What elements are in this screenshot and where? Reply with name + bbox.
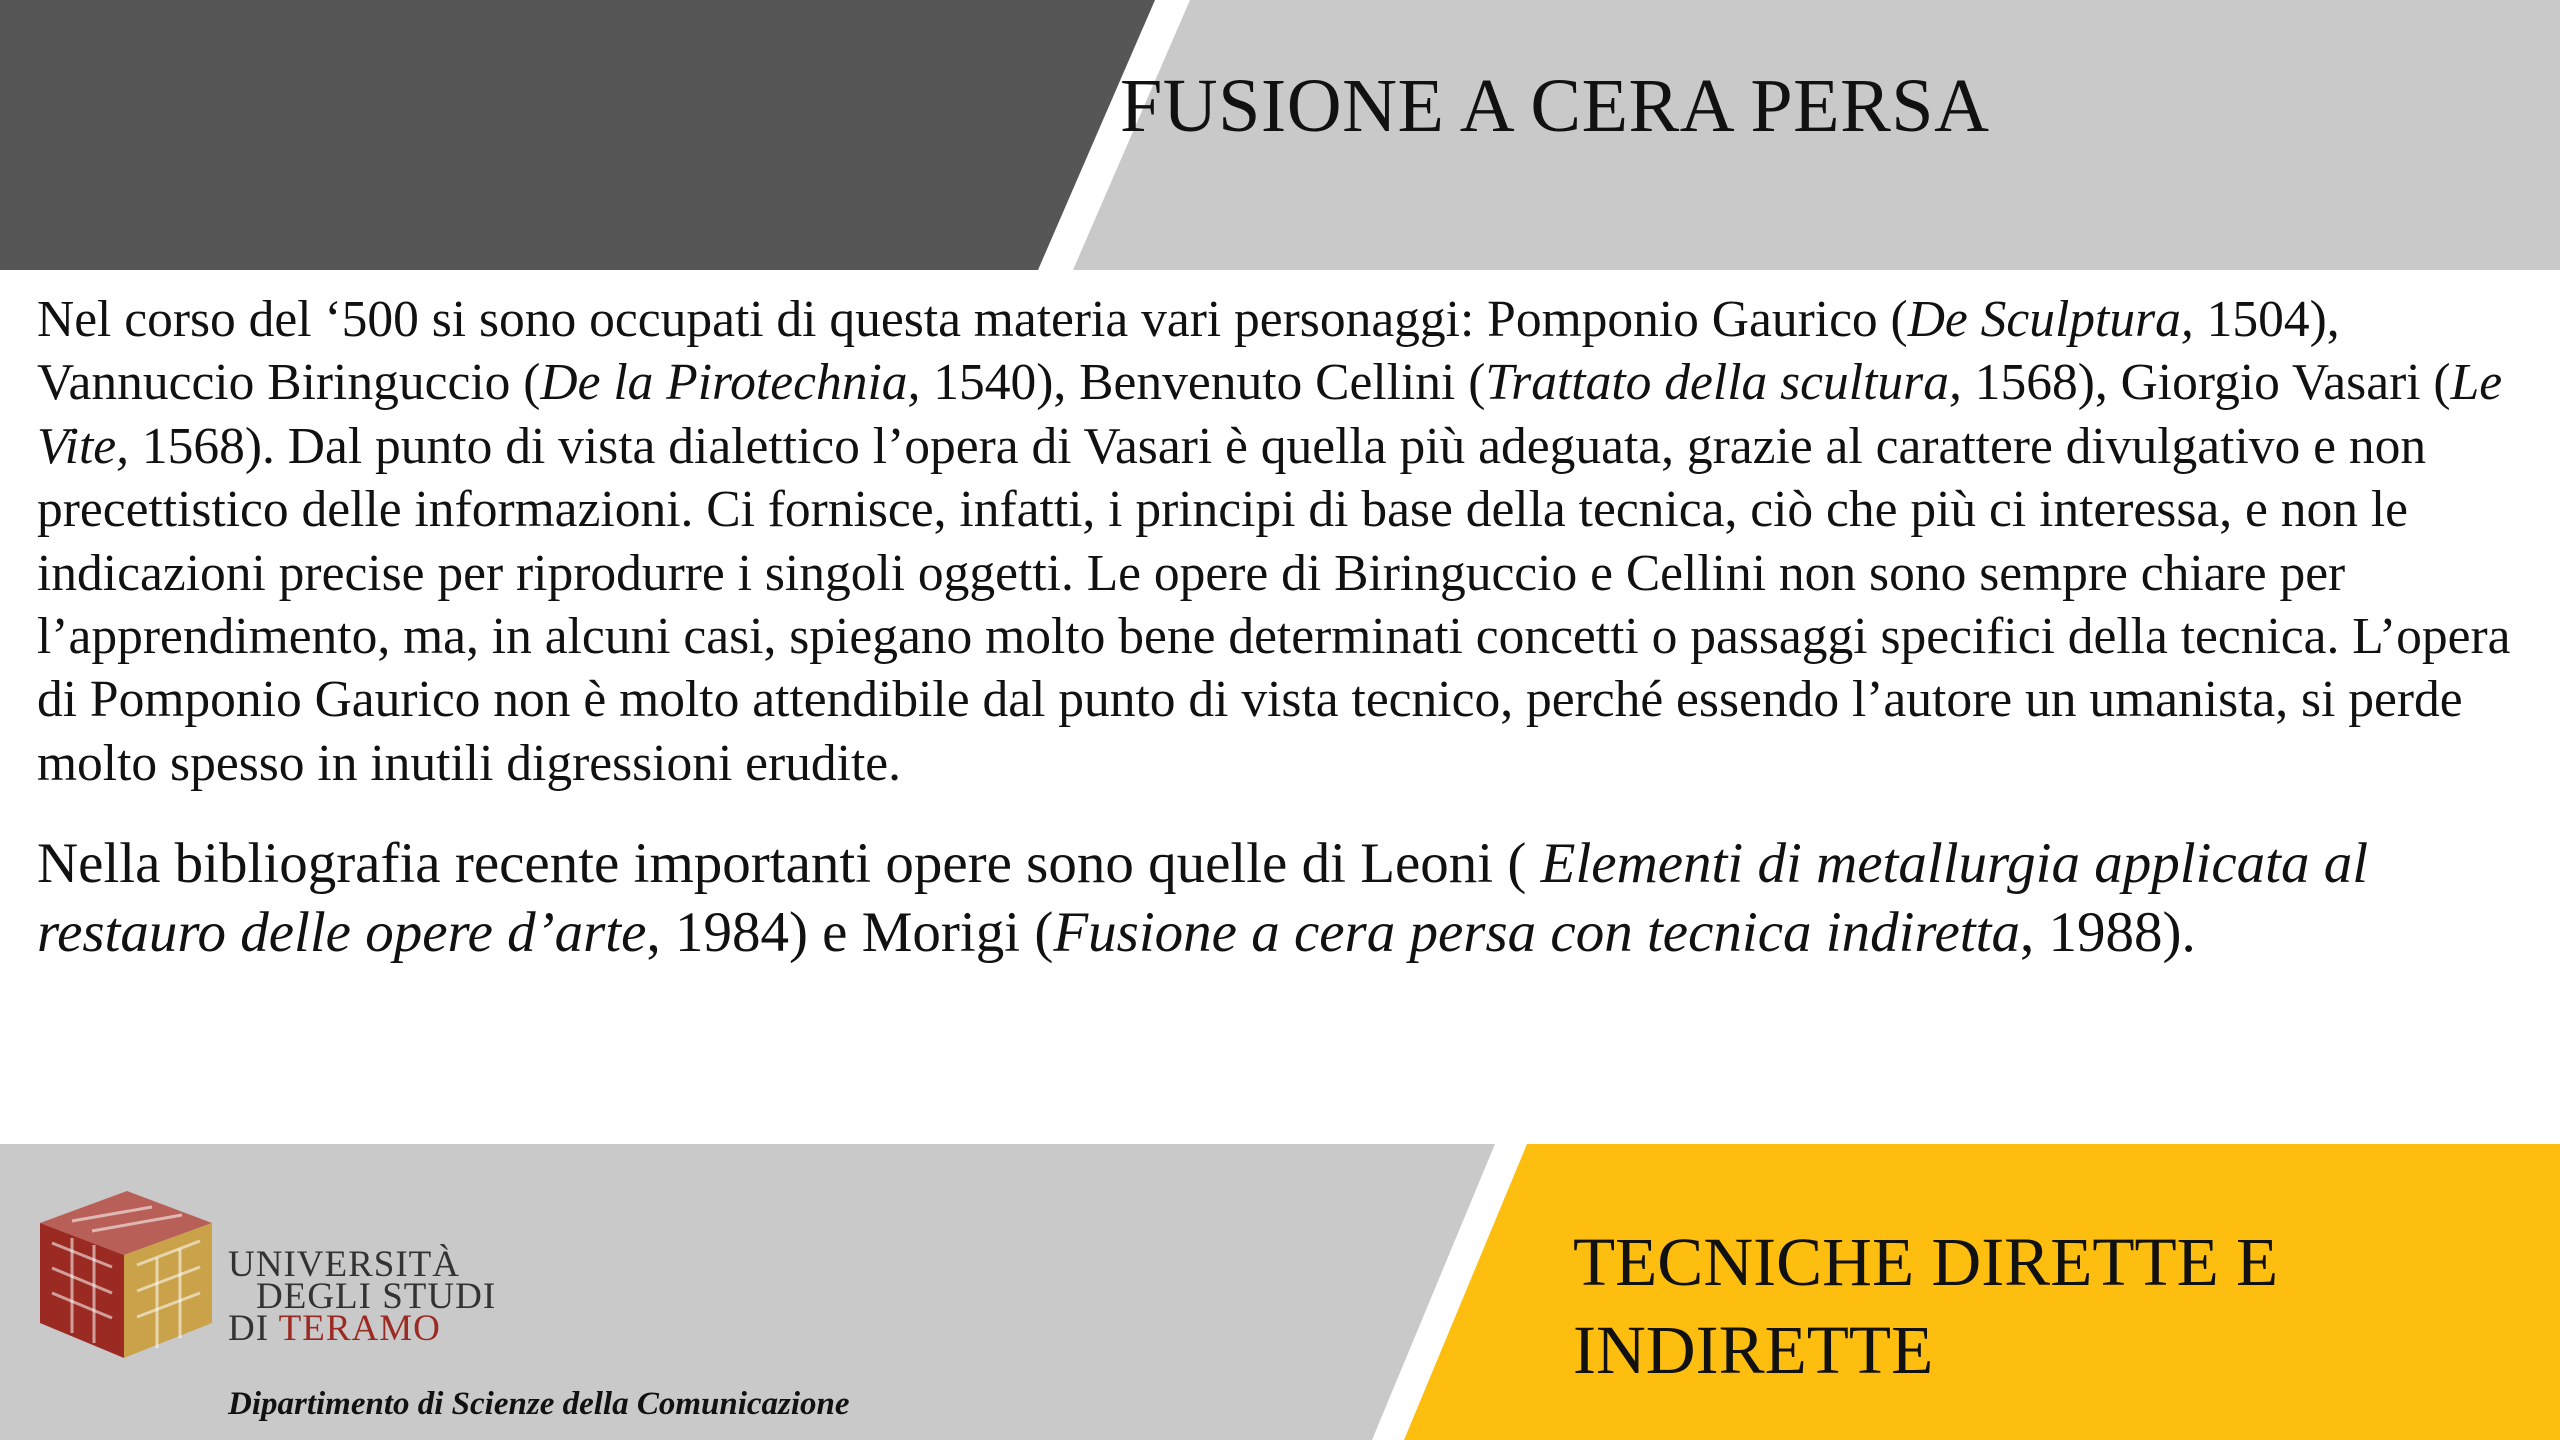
- text-run: Nel corso del ‘500 si sono occupati di questa materia vari personaggi: Pomponio Gaurico (: [37, 291, 1908, 348]
- header-dark-panel: [0, 0, 1155, 270]
- university-name: [228, 1244, 497, 1349]
- text-run: , 1988).: [2019, 901, 2196, 965]
- body-paragraph-1: [37, 288, 2527, 795]
- text-run: Trattato della scultura,: [1485, 354, 1962, 412]
- text-run: Le Vite,: [37, 354, 2503, 475]
- university-name-line1: UNIVERSITÀ: [228, 1244, 460, 1285]
- text-run: Elementi di metallurgia applicata al restauro delle opere d’arte: [37, 832, 2369, 965]
- section-title: TECNICHE DIRETTE E INDIRETTE: [1573, 1224, 2279, 1388]
- university-name-line2: DEGLI STUDI: [256, 1276, 497, 1317]
- slide-title: FUSIONE A CERA PERSA: [1120, 64, 1990, 148]
- text-run: Fusione a cera persa con tecnica indiretta: [1053, 901, 2020, 965]
- university-name-line3: DI TERAMO: [228, 1308, 441, 1349]
- slide-body: [37, 288, 2527, 967]
- text-run: 1540), Benvenuto Cellini (: [920, 354, 1486, 412]
- text-run: De Sculptura,: [1907, 291, 2194, 348]
- text-run: 1568). Dal punto di vista dialettico l’opera di Vasari è quella più adeguata, grazie al carattere divulgativo e non precettistico delle informazioni. Ci fornisce, infatti, i principi di base della tecnica, ciò che più ci interessa, e non le indicazioni precise per riprodurre i singoli oggetti. Le opere di Biringuccio e Cellini non sono sempre chiare per l’apprendimento, ma, in alcuni casi, spiegano molto bene determinati concetti o passaggi specifici della tecnica. L’opera di Pomponio Gaurico non è molto attendibile dal punto di vista tecnico, perché essendo l’autore un umanista, si perde molto spesso in inutili digressioni erudite.: [37, 417, 2511, 792]
- text-run: Nella bibliografia recente importanti opere sono quelle di Leoni (: [37, 832, 1541, 896]
- body-paragraph-2: [37, 829, 2527, 967]
- text-run: De la Pirotechnia,: [540, 354, 921, 412]
- text-run: 1504), Vannuccio Biringuccio (: [37, 291, 2340, 412]
- text-run: , 1984) e Morigi (: [646, 901, 1054, 965]
- text-run: 1568), Giorgio Vasari (: [1961, 354, 2451, 412]
- department-name: Dipartimento di Scienze della Comunicazione: [228, 1386, 850, 1422]
